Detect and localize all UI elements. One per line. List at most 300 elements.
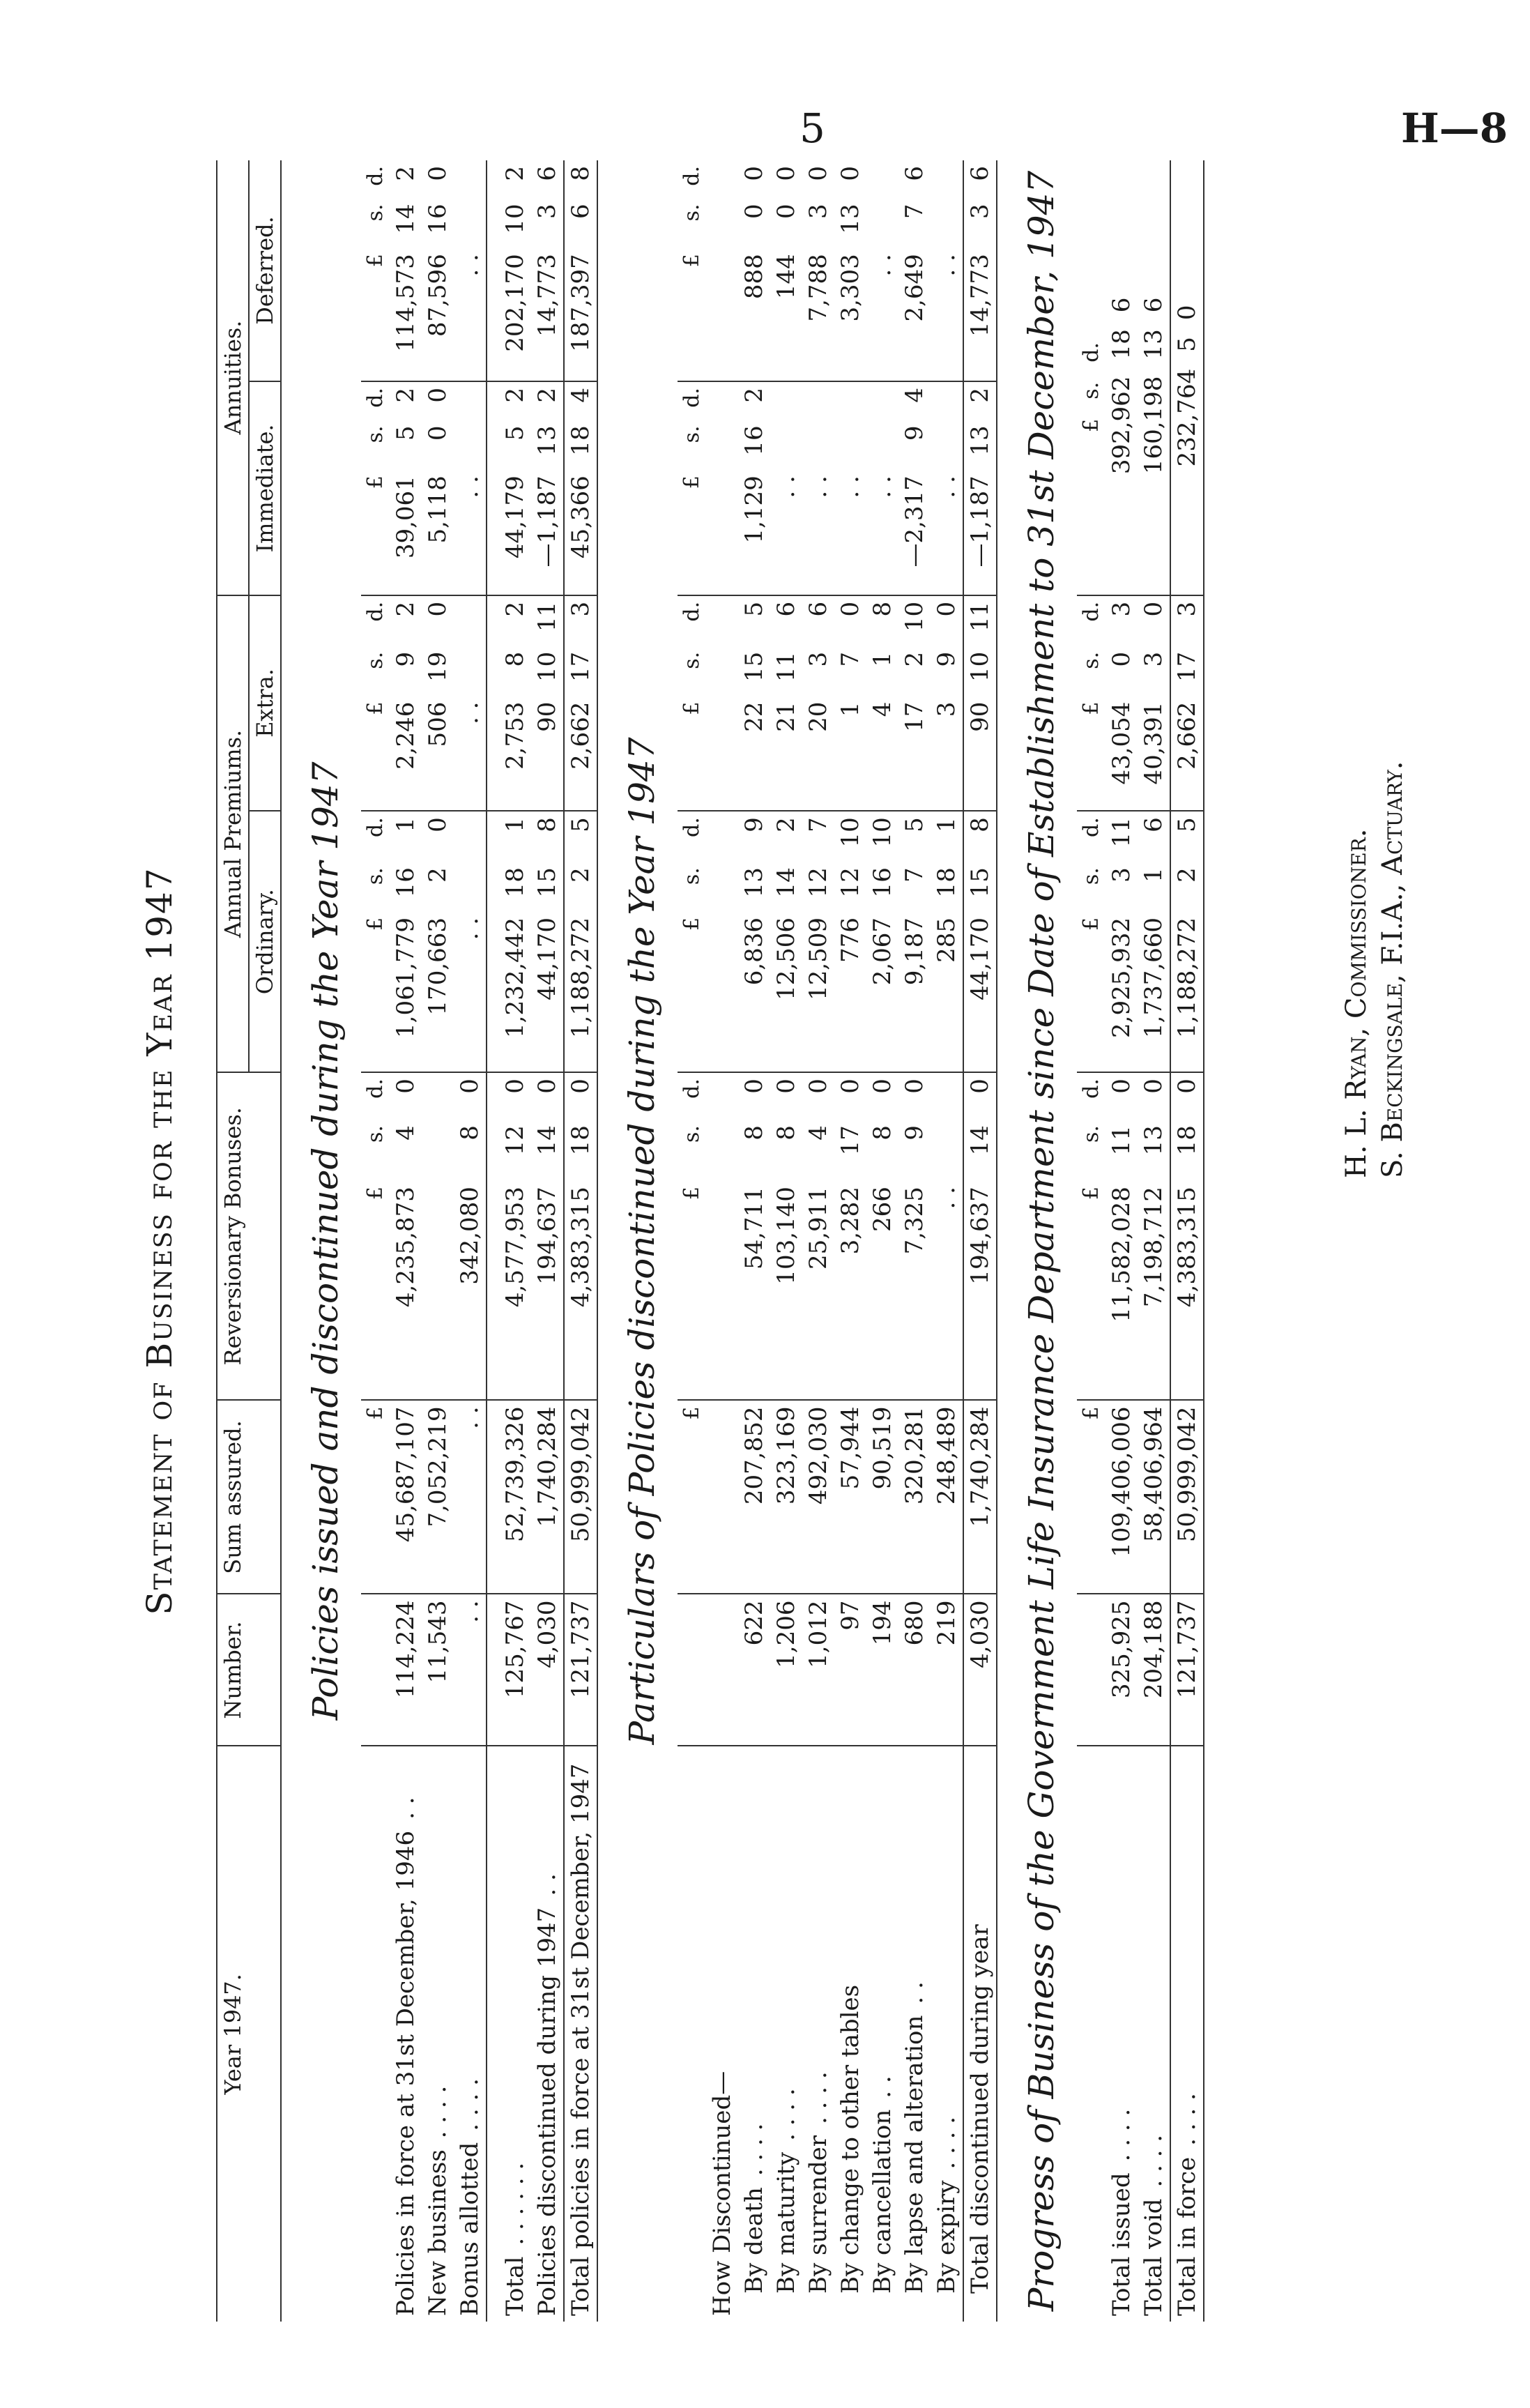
row-label-text: By change to other tables <box>836 1984 864 2294</box>
section1-title-row <box>281 160 361 2322</box>
unit-pence: d. <box>680 388 704 408</box>
unit-pound: £ <box>1077 1400 1106 1594</box>
unit-pound: £ <box>361 912 390 1072</box>
sum-assured-cell: 50,999,042 <box>1170 1400 1204 1594</box>
unit-pence: d. <box>1079 1079 1103 1099</box>
row-label-text: Total discontinued during year <box>966 1924 994 2294</box>
unit-pound: £ <box>678 912 706 1072</box>
table-row <box>1138 160 1170 2322</box>
rev-pence: 0 <box>487 1072 531 1120</box>
ord-shillings: 1 <box>1140 867 1168 883</box>
ord-pounds: 6,836 <box>738 912 770 1072</box>
unit-pence: d. <box>680 817 704 837</box>
unit-pound: £ <box>678 696 706 811</box>
leader-dots: . . . . <box>804 2071 832 2124</box>
extra-pounds: 2,246 <box>390 696 422 811</box>
def-pence: 8 <box>564 160 597 198</box>
annuities-cell <box>1138 160 1170 595</box>
ord-pounds: 2,067 <box>866 912 898 1072</box>
rev-pounds: 4,577,953 <box>487 1181 531 1400</box>
rev-shillings: 8 <box>740 1125 768 1141</box>
table-body <box>281 160 1204 2322</box>
spacer-cell <box>706 381 738 420</box>
unit-shilling: s. <box>1079 651 1103 669</box>
ord-shillings: 18 <box>487 862 531 912</box>
rev-pence: 0 <box>836 1079 864 1094</box>
extra-shillings: 1 <box>869 651 896 667</box>
extra-shillings <box>454 646 487 696</box>
rev-pounds: 4,383,315 <box>564 1181 597 1400</box>
unit-pence: d. <box>680 601 704 622</box>
rev-shillings: 4 <box>804 1125 832 1141</box>
ord-pence: 5 <box>901 817 928 832</box>
rev-pence: 0 <box>456 1079 484 1094</box>
ord-pence: 2 <box>772 817 800 832</box>
spacer-cell <box>706 912 738 1072</box>
rev-shillings: 14 <box>963 1120 997 1181</box>
def-shillings <box>454 198 487 248</box>
ord-shillings: 13 <box>740 867 768 898</box>
number-cell: 114,224 <box>390 1594 422 1746</box>
imm-shillings: 5 <box>487 420 531 470</box>
extra-shillings: 17 <box>564 646 597 696</box>
number-cell: 121,737 <box>1170 1594 1204 1746</box>
number-cell: 11,543 <box>422 1594 454 1746</box>
unit-pence: d. <box>363 166 388 186</box>
def-pounds: 14,773 <box>963 248 997 381</box>
table-row <box>390 160 422 2322</box>
imm-pounds: 44,179 <box>487 470 531 595</box>
extra-shillings: 0 <box>1108 651 1135 667</box>
row-label-text: By maturity <box>772 2151 800 2294</box>
def-shillings: 14 <box>392 204 420 234</box>
annuity-pence: 0 <box>1173 305 1201 321</box>
imm-pence: 2 <box>533 388 561 403</box>
extra-shillings: 19 <box>424 651 452 683</box>
extra-pence: 3 <box>564 595 597 646</box>
imm-shillings: 5 <box>392 425 420 441</box>
extra-pence <box>454 595 487 646</box>
spacer-cell <box>361 1746 390 2322</box>
imm-pounds: . . <box>834 470 866 595</box>
imm-pence: 2 <box>487 381 531 420</box>
rev-pence: 0 <box>772 1079 800 1094</box>
extra-pounds: 4 <box>866 696 898 811</box>
row-label-text: By death <box>740 2187 768 2294</box>
ord-pence: 7 <box>804 817 832 832</box>
row-label <box>1138 1746 1170 2322</box>
how-discontinued-heading: How Discontinued— <box>708 2071 736 2316</box>
table-row <box>454 160 487 2322</box>
table-row <box>422 160 454 2322</box>
unit-pound: £ <box>1077 1181 1106 1400</box>
def-pounds: 144 <box>770 248 802 381</box>
ord-pounds: 1,232,442 <box>487 912 531 1072</box>
unit-row <box>361 160 390 2322</box>
def-pounds: 888 <box>738 248 770 381</box>
extra-pence: 2 <box>487 595 531 646</box>
rev-pence: 0 <box>869 1079 896 1094</box>
rev-pence: 0 <box>804 1079 832 1094</box>
rev-pounds: 194,637 <box>963 1181 997 1400</box>
imm-pence: 2 <box>392 388 420 403</box>
spacer-cell <box>706 420 738 470</box>
def-shillings: 3 <box>533 204 561 220</box>
ord-pounds: 1,188,272 <box>1170 912 1204 1072</box>
unit-shilling: s. <box>363 867 388 885</box>
unit-shilling: s. <box>680 651 704 669</box>
rev-shillings: 11 <box>1108 1125 1135 1156</box>
unit-shilling: s. <box>680 1125 704 1143</box>
sum-assured-cell: 90,519 <box>866 1400 898 1594</box>
unit-pound: £ <box>678 470 706 595</box>
sum-assured-cell: 58,406,964 <box>1138 1400 1170 1594</box>
page-number: 5 <box>800 105 825 152</box>
unit-shilling: s. <box>680 425 704 443</box>
unit-pound: £ <box>361 470 390 595</box>
rev-shillings: 18 <box>1170 1120 1204 1181</box>
total-row <box>487 160 531 2322</box>
extra-pence: 11 <box>963 595 997 646</box>
header-annual-premiums: Annual Premiums. <box>217 595 249 1072</box>
sum-assured-cell: . . <box>454 1400 487 1594</box>
header-ordinary: Ordinary. <box>249 811 281 1072</box>
imm-shillings: 16 <box>740 425 768 456</box>
rev-shillings: 9 <box>901 1125 928 1141</box>
rev-pence <box>422 1072 454 1120</box>
def-shillings: 7 <box>901 204 928 220</box>
ord-pounds: 170,663 <box>422 912 454 1072</box>
section1-title: Policies issued and discontinued during the Year 1947 <box>305 761 346 1721</box>
rev-pounds: 103,140 <box>770 1181 802 1400</box>
ord-pence: 6 <box>1140 817 1168 832</box>
spacer-cell <box>706 1181 738 1400</box>
leader-dots: . . . . . . <box>501 2162 529 2246</box>
imm-shillings: 0 <box>424 425 452 441</box>
extra-shillings: 15 <box>740 651 768 683</box>
spacer-cell <box>706 862 738 912</box>
list-item <box>770 160 802 2322</box>
how-discontinued-row <box>706 160 738 2322</box>
row-label <box>963 1746 997 2322</box>
sum-assured-cell: 248,489 <box>931 1400 963 1594</box>
sum-assured-cell: 492,030 <box>802 1400 834 1594</box>
ord-shillings <box>454 862 487 912</box>
imm-shillings <box>770 420 802 470</box>
number-cell: 4,030 <box>531 1594 564 1746</box>
rev-pounds: 7,198,712 <box>1138 1181 1170 1400</box>
imm-pounds: —1,187 <box>963 470 997 595</box>
unit-shilling: s. <box>363 204 388 222</box>
ord-pounds: 2,925,932 <box>1106 912 1138 1072</box>
unit-shilling: s. <box>363 651 388 669</box>
unit-shilling: s. <box>1079 1125 1103 1143</box>
row-label-text: By surrender <box>804 2135 832 2294</box>
extra-pounds: 2,662 <box>564 696 597 811</box>
ord-shillings: 18 <box>933 867 961 898</box>
number-cell: . . <box>454 1594 487 1746</box>
rev-shillings: 4 <box>392 1125 420 1141</box>
list-item <box>931 160 963 2322</box>
def-pence: 0 <box>424 166 452 181</box>
number-cell: 219 <box>931 1594 963 1746</box>
row-label-text: Total issued <box>1108 2172 1135 2316</box>
row-label <box>564 1746 597 2322</box>
row-label <box>738 1746 770 2322</box>
imm-pence: 0 <box>424 388 452 403</box>
imm-pence: 2 <box>963 381 997 420</box>
ord-pounds: 44,170 <box>963 912 997 1072</box>
in-force-row <box>564 160 597 2322</box>
ord-shillings: 16 <box>392 867 420 898</box>
extra-shillings: 8 <box>487 646 531 696</box>
ord-pence: 8 <box>533 817 561 832</box>
rev-pounds: 7,325 <box>898 1181 931 1400</box>
extra-shillings: 11 <box>772 651 800 683</box>
row-label <box>487 1746 531 2322</box>
def-shillings: 0 <box>740 204 768 220</box>
spacer-cell <box>706 1594 738 1746</box>
row-label <box>1106 1746 1138 2322</box>
extra-pounds: 90 <box>531 696 564 811</box>
def-pence: 0 <box>740 166 768 181</box>
row-label <box>834 1746 866 2322</box>
ord-shillings: 2 <box>1170 862 1204 912</box>
sum-assured-cell: 7,052,219 <box>422 1400 454 1594</box>
section2-title: Particulars of Policies discontinued during the Year 1947 <box>622 737 662 1745</box>
sum-assured-cell: 109,406,006 <box>1106 1400 1138 1594</box>
def-pounds: 3,303 <box>834 248 866 381</box>
spacer-cell <box>361 1594 390 1746</box>
unit-shilling: s. <box>1079 867 1103 885</box>
number-cell: 4,030 <box>963 1594 997 1746</box>
rev-shillings: 13 <box>1140 1125 1168 1156</box>
spacer-cell <box>706 198 738 248</box>
row-label <box>931 1746 963 2322</box>
unit-shilling: s. <box>680 867 704 885</box>
spacer-cell <box>706 248 738 381</box>
ord-pence: 1 <box>933 817 961 832</box>
def-shillings: 13 <box>836 204 864 234</box>
number-cell: 622 <box>738 1594 770 1746</box>
rev-pence: 0 <box>963 1072 997 1120</box>
annuity-pence: 6 <box>1140 297 1168 313</box>
row-label <box>898 1746 931 2322</box>
leader-dots: . . . . <box>740 2123 768 2177</box>
sum-assured-cell: 52,739,326 <box>487 1400 531 1594</box>
imm-pounds: —2,317 <box>898 470 931 595</box>
imm-pounds: . . <box>454 470 487 595</box>
row-label-text: By expiry <box>933 2180 961 2294</box>
unit-pound: £ <box>361 248 390 381</box>
signatures <box>1338 761 1411 1178</box>
ord-pence: 9 <box>740 817 768 832</box>
def-pence: 2 <box>487 160 531 198</box>
ord-pence: 11 <box>1108 817 1135 848</box>
ord-shillings: 3 <box>1108 867 1135 883</box>
leader-dots: . . <box>533 1873 561 1896</box>
def-shillings <box>866 198 898 248</box>
def-shillings: 16 <box>424 204 452 234</box>
row-label-text: Total <box>501 2256 529 2316</box>
spacer-cell <box>678 1746 706 2322</box>
extra-pence: 6 <box>804 601 832 617</box>
rev-pence: 0 <box>1140 1079 1168 1094</box>
sum-assured-cell: 1,740,284 <box>531 1400 564 1594</box>
section3-title-row <box>997 160 1077 2322</box>
unit-shilling: s. <box>1079 381 1103 399</box>
extra-pence: 0 <box>424 601 452 617</box>
ord-pence: 5 <box>1170 811 1204 862</box>
imm-pence <box>802 381 834 420</box>
header-deferred: Deferred. <box>249 160 281 381</box>
imm-pounds: . . <box>802 470 834 595</box>
ord-pence: 10 <box>836 817 864 848</box>
rev-shillings <box>422 1120 454 1181</box>
rev-pounds: 342,080 <box>454 1181 487 1400</box>
unit-shilling: s. <box>363 425 388 443</box>
ord-pounds: 12,506 <box>770 912 802 1072</box>
row-label <box>422 1746 454 2322</box>
imm-pence <box>454 381 487 420</box>
discontinued-row <box>531 160 564 2322</box>
def-shillings <box>931 198 963 248</box>
imm-pence <box>834 381 866 420</box>
spacer-cell <box>1077 1594 1106 1746</box>
leader-dots: . . . . <box>1173 2093 1201 2146</box>
def-pounds: . . <box>454 248 487 381</box>
row-label-text: Policies in force at 31st December, 1946 <box>392 1830 420 2316</box>
rev-shillings: 8 <box>456 1125 484 1141</box>
extra-pence: 3 <box>1170 595 1204 646</box>
number-cell: 97 <box>834 1594 866 1746</box>
annuity-shillings: 5 <box>1173 337 1201 352</box>
leader-dots: . . . . <box>772 2088 800 2141</box>
ord-shillings: 16 <box>869 867 896 898</box>
def-pounds: 202,170 <box>487 248 531 381</box>
rev-shillings: 14 <box>533 1125 561 1156</box>
extra-shillings: 9 <box>933 651 961 667</box>
imm-shillings <box>866 420 898 470</box>
imm-pence <box>931 381 963 420</box>
spacer-cell <box>706 1072 738 1120</box>
rev-pence: 0 <box>1108 1079 1135 1094</box>
imm-shillings <box>931 420 963 470</box>
extra-pounds: 17 <box>898 696 931 811</box>
annuity-pence: 6 <box>1108 297 1135 313</box>
header-reversionary-bonuses: Reversionary Bonuses. <box>217 1072 281 1400</box>
header-annuities: Annuities. <box>217 160 249 595</box>
imm-pence <box>770 381 802 420</box>
number-cell: 204,188 <box>1138 1594 1170 1746</box>
sum-assured-cell: 57,944 <box>834 1400 866 1594</box>
def-pence: 0 <box>804 166 832 181</box>
leader-dots: . . <box>392 1797 420 1820</box>
extra-shillings: 3 <box>804 651 832 667</box>
extra-shillings: 10 <box>963 646 997 696</box>
rev-shillings: 12 <box>487 1120 531 1181</box>
leader-dots: . . . . <box>1140 2134 1168 2188</box>
unit-pound: £ <box>1077 912 1106 1072</box>
imm-pence <box>866 381 898 420</box>
sum-assured-cell: 45,687,107 <box>390 1400 422 1594</box>
extra-pounds: 3 <box>931 696 963 811</box>
rev-shillings: 8 <box>869 1125 896 1141</box>
row-label-text: Policies discontinued during 1947 <box>533 1907 561 2316</box>
extra-pounds: 40,391 <box>1138 696 1170 811</box>
def-pence: 6 <box>901 166 928 181</box>
def-shillings: 3 <box>963 198 997 248</box>
row-label <box>531 1746 564 2322</box>
rev-shillings: 17 <box>836 1125 864 1156</box>
unit-annuity-money <box>1077 160 1106 595</box>
ord-pounds: 9,187 <box>898 912 931 1072</box>
statement-sheet <box>125 160 1443 2322</box>
imm-pence: 4 <box>901 388 928 403</box>
ord-pounds: 776 <box>834 912 866 1072</box>
extra-pence: 11 <box>533 601 561 632</box>
unit-pound: £ <box>678 1400 706 1594</box>
extra-pence: 0 <box>1140 601 1168 617</box>
ord-pounds: 1,061,779 <box>390 912 422 1072</box>
ord-shillings: 15 <box>963 862 997 912</box>
leader-dots: . . . . <box>456 2078 484 2131</box>
extra-pence: 8 <box>869 601 896 617</box>
def-pounds: 187,397 <box>564 248 597 381</box>
unit-row <box>678 160 706 2322</box>
unit-pound: £ <box>1077 696 1106 811</box>
spacer-cell <box>706 646 738 696</box>
rev-pounds: 3,282 <box>834 1181 866 1400</box>
unit-pound: £ <box>678 1181 706 1400</box>
row-label-text: By cancellation <box>869 2109 896 2294</box>
def-pounds: 87,596 <box>422 248 454 381</box>
number-cell: 125,767 <box>487 1594 531 1746</box>
number-cell: 121,737 <box>564 1594 597 1746</box>
ord-pence: 10 <box>869 817 896 848</box>
list-item <box>738 160 770 2322</box>
imm-shillings: 13 <box>533 425 561 456</box>
row-label-text: Bonus allotted <box>456 2142 484 2316</box>
ord-shillings: 12 <box>804 867 832 898</box>
def-pence: 6 <box>533 166 561 181</box>
spacer-cell <box>706 811 738 862</box>
imm-pence: 4 <box>564 381 597 420</box>
extra-pounds: 90 <box>963 696 997 811</box>
extra-pounds: 1 <box>834 696 866 811</box>
ord-pence: 1 <box>487 811 531 862</box>
extra-pounds: 22 <box>738 696 770 811</box>
sum-assured-cell: 207,852 <box>738 1400 770 1594</box>
ord-shillings: 2 <box>424 867 452 883</box>
leader-dots: . . . . <box>933 2116 961 2170</box>
unit-pence: d. <box>1079 817 1103 837</box>
spacer-cell <box>706 1120 738 1181</box>
ord-shillings: 14 <box>772 867 800 898</box>
rev-shillings <box>931 1120 963 1181</box>
ord-shillings: 12 <box>836 867 864 898</box>
def-pounds: 114,573 <box>390 248 422 381</box>
row-label <box>770 1746 802 2322</box>
ord-pounds: 285 <box>931 912 963 1072</box>
extra-shillings: 9 <box>392 651 420 667</box>
imm-pence: 2 <box>740 388 768 403</box>
imm-shillings <box>802 420 834 470</box>
row-label <box>1170 1746 1204 2322</box>
section3-title: Progress of Business of the Government Life Insurance Department since Date of Establishment to 31st December, 1947 <box>1021 170 1062 2312</box>
unit-pence: d. <box>363 1079 388 1099</box>
rev-pence: 0 <box>901 1079 928 1094</box>
